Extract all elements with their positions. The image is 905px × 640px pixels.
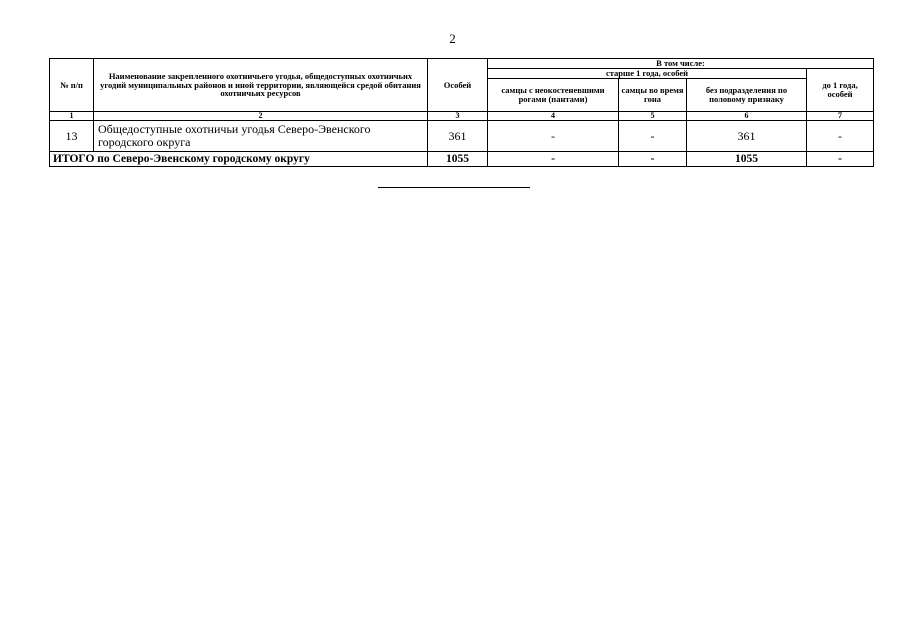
column-number: 1 [50, 112, 94, 121]
column-number: 2 [94, 112, 428, 121]
total-males-rut: - [619, 152, 687, 167]
header-name: Наименование закрепленного охотничьего угодья, общедоступных охотничьих угодий муниципальных районов и иной территории, являющейся средой обитания охотничьих ресурсов [94, 59, 428, 112]
total-count: 1055 [428, 152, 488, 167]
header-total: Особей [428, 59, 488, 112]
row-name: Общедоступные охотничьи угодья Северо-Эвенского городского округа [94, 121, 428, 152]
total-no-sex-division: 1055 [687, 152, 807, 167]
row-no-sex-division: 361 [687, 121, 807, 152]
header-num: № п/п [50, 59, 94, 112]
column-number: 7 [807, 112, 874, 121]
header-older-1-year: старше 1 года, особей [488, 69, 807, 79]
column-number: 5 [619, 112, 687, 121]
page-number: 2 [449, 31, 456, 46]
header-including: В том числе: [488, 59, 874, 69]
header-no-sex-division: без подразделения по половому признаку [687, 79, 807, 112]
header-row-1 [50, 59, 874, 69]
total-row [50, 152, 874, 167]
table-row [50, 121, 874, 152]
header-males-rut: самцы во время гона [619, 79, 687, 112]
total-males-antlers: - [488, 152, 619, 167]
row-males-rut: - [619, 121, 687, 152]
row-under-1-year: - [807, 121, 874, 152]
header-under-1-year: до 1 года, особей [807, 69, 874, 112]
column-number: 3 [428, 112, 488, 121]
total-label: ИТОГО по Северо-Эвенскому городскому округу [50, 152, 428, 167]
total-under-1-year: - [807, 152, 874, 167]
row-males-antlers: - [488, 121, 619, 152]
column-number: 4 [488, 112, 619, 121]
wildlife-count-table [49, 58, 874, 167]
row-num: 13 [50, 121, 94, 152]
header-males-antlers: самцы с неокостеневшими рогами (пантами) [488, 79, 619, 112]
footer-rule [378, 187, 530, 188]
column-number-row [50, 112, 874, 121]
column-number: 6 [687, 112, 807, 121]
row-total: 361 [428, 121, 488, 152]
